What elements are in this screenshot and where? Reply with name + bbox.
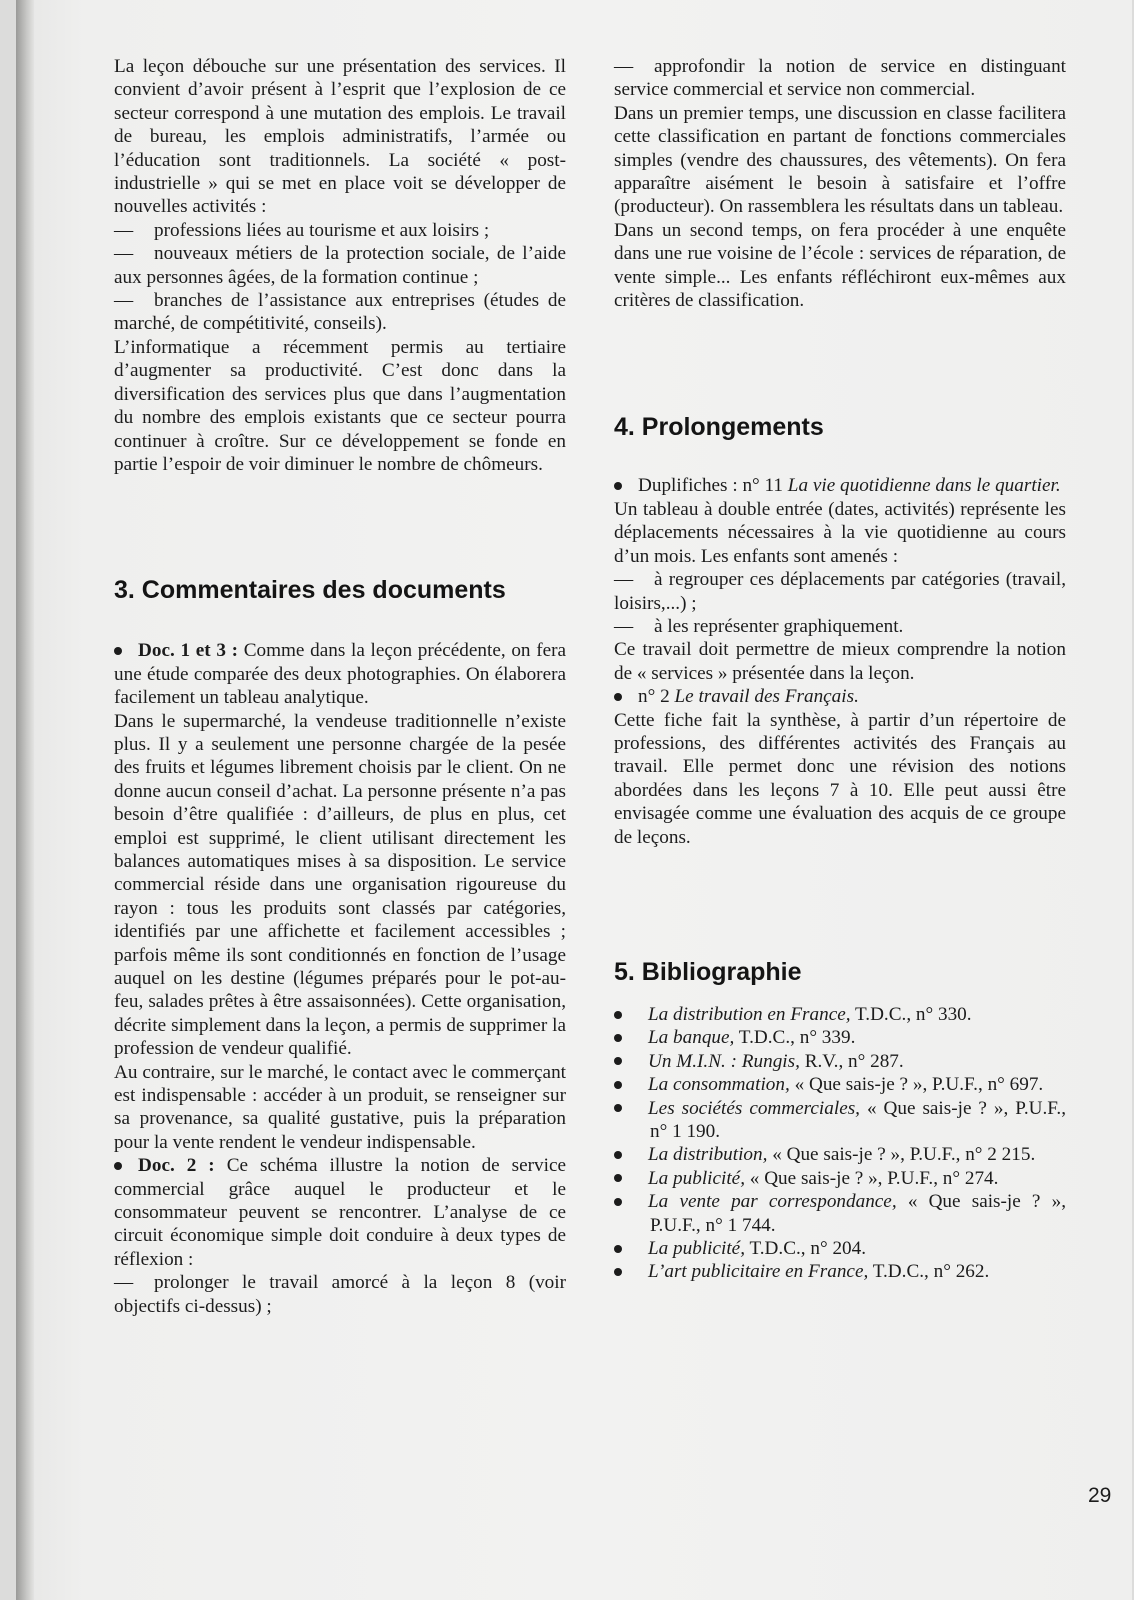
bibliography-list — [614, 1003, 1066, 1284]
bibliography-title: La distribution en France, — [648, 1003, 851, 1025]
bibliography-source: T.D.C., n° 262. — [872, 1261, 990, 1283]
section-heading-prolongements: 4. Prolongements — [614, 413, 824, 442]
bullet-icon — [614, 1057, 622, 1065]
bibliography-title: Les sociétés commerciales, — [648, 1097, 860, 1119]
list-item — [614, 615, 1066, 638]
list-item — [614, 568, 1066, 615]
bullet-icon — [614, 1104, 622, 1112]
list-item — [114, 1271, 566, 1318]
section-heading-bibliographie: 5. Bibliographie — [614, 957, 802, 986]
intro-paragraph: La leçon débouche sur une présentation des services. Il convient d’avoir présent à l’esprit que l’explosion de ce secteur correspond à une mutation des emplois. Le travail de bureau, les emplois administratifs, l’armée ou l’éducation sont traditionnels. La société « post-industrielle » qui se met en place voit se développer de nouvelles activités : — [114, 56, 566, 218]
dash-marker: — — [614, 615, 634, 637]
list-item — [114, 242, 566, 289]
bullet-icon — [614, 1034, 622, 1042]
bullet-icon — [614, 693, 622, 701]
fiche-2-line — [614, 685, 1066, 708]
doc-1-3-paragraph — [114, 639, 566, 709]
paragraph-text: Ce schéma illustre la notion de service commercial grâce auquel le producteur et le consommateur peuvent se rencontrer. L’analyse de ce circuit économique simple doit conduire à deux types de réflexion : — [114, 1155, 567, 1270]
dash-marker: — — [614, 56, 634, 77]
bibliography-entry — [614, 1260, 1066, 1283]
doc-reference: Doc. 1 et 3 : — [138, 640, 238, 662]
bullet-icon — [614, 1011, 622, 1019]
bibliography-title: L’art publicitaire en France, — [648, 1261, 869, 1283]
duplifiche-description: Un tableau à double entrée (dates, activités) représente les déplacements nécessaires à la vie quotidienne au cours d’un mois. Les enfants sont amenés : — [614, 498, 1066, 567]
duplifiche-closing: Ce travail doit permettre de mieux comprendre la notion de « services » présentée dans la leçon. — [614, 639, 1066, 684]
bibliography-source: « Que sais-je ? », P.U.F., n° 1 190. — [650, 1097, 1066, 1142]
section-heading-commentaires: 3. Commentaires des documents — [114, 576, 506, 605]
page-number: 29 — [1088, 1484, 1112, 1507]
list-item-text: prolonger le travail amorcé à la leçon 8 (voir objectifs ci-dessus) ; — [114, 1272, 566, 1317]
bibliography-title: La banque, — [648, 1027, 735, 1049]
bullet-icon — [614, 1081, 622, 1089]
dash-marker: — — [114, 1272, 134, 1294]
bibliography-title: La vente par correspondance, — [648, 1191, 897, 1213]
bibliography-entry — [614, 1167, 1066, 1190]
bibliography-source: « Que sais-je ? », P.U.F., n° 1 744. — [650, 1191, 1066, 1236]
fiche-label: n° 2 — [638, 686, 670, 708]
bibliography-source: R.V., n° 287. — [804, 1050, 904, 1072]
list-item-text: approfondir la notion de service en distinguant service commercial et service non commercial. — [614, 56, 1066, 101]
fiche-2-description: Cette fiche fait la synthèse, à partir d’un répertoire de professions, des différentes activités des Français au travail. Elle permet donc une révision des notions abordées dans les leçons 7 à 10. Elle peut aussi être envisagée comme une évaluation des acquis de ce groupe de leçons. — [614, 709, 1066, 848]
list-item-text: nouveaux métiers de la protection sociale, de l’aide aux personnes âgées, de la formation continue ; — [114, 243, 566, 288]
bibliography-source: T.D.C., n° 339. — [738, 1027, 856, 1049]
first-step-paragraph: Dans un premier temps, une discussion en classe facilitera cette classification en partant de fonctions commerciales simples (vendre des chaussures, des vêtements). On fera apparaître aisément le besoin à satisfaire et l’offre (producteur). On rassemblera les résultats dans un tableau. — [614, 102, 1066, 218]
bibliography-entry — [614, 1050, 1066, 1073]
bibliography-title: Un M.I.N. : Rungis, — [648, 1050, 800, 1072]
list-item — [114, 289, 566, 336]
bullet-icon — [114, 1162, 122, 1170]
bibliography-title: La publicité, — [648, 1167, 745, 1189]
bibliography-entry — [614, 1237, 1066, 1260]
list-item-text: professions liées au tourisme et aux loisirs ; — [154, 219, 490, 241]
bibliography-entry — [614, 1026, 1066, 1049]
duplifiches-paragraph — [614, 474, 1066, 497]
dash-marker: — — [114, 290, 134, 312]
bibliography-entry — [614, 1190, 1066, 1237]
bibliography-title: La publicité, — [648, 1238, 745, 1260]
bibliography-entry — [614, 1097, 1066, 1144]
paragraph-text: Comme dans la leçon précédente, on fera une étude comparée des deux photographies. On élaborera facilement un tableau analytique. — [114, 640, 567, 709]
duplifiche-label: Duplifiches : n° 11 — [638, 475, 783, 497]
bullet-icon — [614, 1245, 622, 1253]
market-paragraph: Au contraire, sur le marché, le contact avec le commerçant est indispensable : accéder à un produit, se renseigner sur sa provenance, sa qualité gustative, puis la préparation pour la vente rendent le vendeur indispensable. — [114, 1061, 566, 1153]
bibliography-entry — [614, 1073, 1066, 1096]
dash-marker: — — [114, 243, 134, 265]
bullet-icon — [614, 482, 622, 490]
list-item-text: à regrouper ces déplacements par catégories (travail, loisirs,...) ; — [614, 569, 1066, 614]
bullet-icon — [614, 1268, 622, 1276]
dash-marker: — — [614, 569, 634, 591]
bullet-icon — [614, 1198, 622, 1206]
page-binding-shadow — [16, 0, 34, 1600]
bibliography-source: T.D.C., n° 330. — [854, 1003, 972, 1025]
book-page — [16, 0, 1132, 1600]
list-item — [614, 55, 1066, 102]
doc-reference: Doc. 2 : — [138, 1155, 215, 1177]
duplifiche-title: La vie quotidienne dans le quartier. — [787, 475, 1061, 497]
bibliography-source: T.D.C., n° 204. — [749, 1238, 867, 1260]
bibliography-entry — [614, 1003, 1066, 1026]
bullet-icon — [114, 647, 122, 655]
bibliography-entry — [614, 1143, 1066, 1166]
dash-marker: — — [114, 219, 134, 241]
right-column — [614, 55, 1066, 1284]
left-column — [114, 55, 566, 1318]
bibliography-source: « Que sais-je ? », P.U.F., n° 274. — [749, 1167, 999, 1189]
closing-paragraph: L’informatique a récemment permis au tertiaire d’augmenter sa productivité. C’est donc dans la diversification des services plus que dans l’augmentation du nombre des emplois existants que ce secteur pourra continuer à croître. Sur ce développement se fonde en partie l’espoir de voir diminuer le nombre de chômeurs. — [114, 336, 566, 475]
second-step-paragraph: Dans un second temps, on fera procéder à une enquête dans une rue voisine de l’école : services de réparation, de vente simple... Les enfants réfléchiront eux-mêmes aux critères de classification. — [614, 219, 1066, 312]
list-item-text: à les représenter graphiquement. — [654, 615, 904, 637]
bibliography-title: La distribution, — [648, 1144, 768, 1166]
fiche-title: Le travail des Français. — [674, 686, 859, 708]
supermarket-paragraph: Dans le supermarché, la vendeuse traditionnelle n’existe plus. Il y a seulement une personne chargée de la pesée des fruits et légumes librement choisis par le client. On ne donne aucun conseil d’achat. La personne présente n’a pas besoin d’être qualifiée : d’ailleurs, de plus en plus, cet emploi est supprimé, le client utilisant directement les balances automatiques mises à sa disposition. Le service commercial réside dans une organisation rigoureuse du rayon : tous les produits sont classés par catégories, identifiés par une affichette et facilement accessibles ; parfois même ils sont conditionnés en fonction de l’usage auquel on les destine (légumes préparés pour le pot-au-feu, salades prêtes à être assaisonnées). Cette organisation, décrite simplement dans la leçon, a permis de supprimer la profession de vendeur qualifié. — [114, 710, 566, 1060]
bibliography-source: « Que sais-je ? », P.U.F., n° 697. — [794, 1074, 1044, 1096]
bibliography-source: « Que sais-je ? », P.U.F., n° 2 215. — [772, 1144, 1036, 1166]
bullet-icon — [614, 1151, 622, 1159]
list-item-text: branches de l’assistance aux entreprises (études de marché, de compétitivité, conseils). — [114, 290, 566, 335]
bullet-icon — [614, 1174, 622, 1182]
list-item — [114, 219, 566, 242]
bibliography-title: La consommation, — [648, 1074, 790, 1096]
doc-2-paragraph — [114, 1154, 566, 1271]
